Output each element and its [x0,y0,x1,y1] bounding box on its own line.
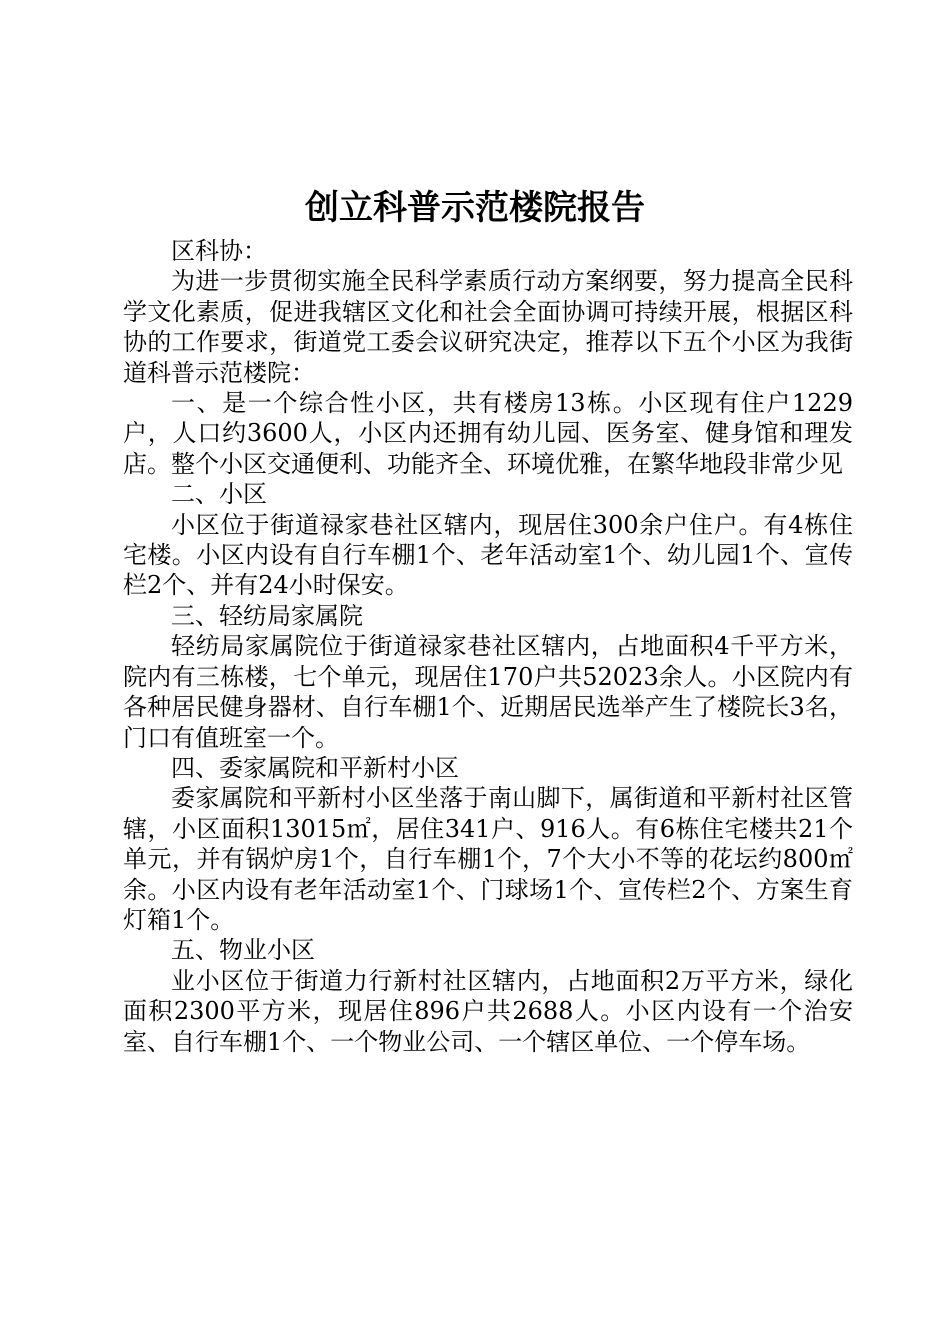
salutation: 区科协： [171,237,267,265]
section-3-heading: 三、轻纺局家属院 [171,601,363,630]
section-4-heading: 四、委家属院和平新村小区 [171,753,459,782]
document-title: 创立科普示范楼院报告 [305,188,645,228]
section-5-paragraph: 业小区位于街道力行新村社区辖内，占地面积2万平方米，绿化面积2300平方米，现居住896户共2688人。小区内设有一个治安室、自行车棚1个、一个物业公司、一个辖区单位、一个停车场。 [123,966,853,1056]
intro-paragraph: 为进一步贯彻实施全民科学素质行动方案纲要，努力提高全民科学文化素质，促进我辖区文化和社会全面协调可持续开展，根据区科协的工作要求，街道党工委会议研究决定，推荐以下五个小区为我街道科普示范楼院： [123,267,853,387]
section-2-paragraph: 小区位于街道禄家巷社区辖内，现居住300余户住户。有4栋住宅楼。小区内设有自行车棚1个、老年活动室1个、幼儿园1个、宣传栏2个、并有24小时保安。 [123,510,853,600]
section-2-heading: 二、小区 [171,480,267,509]
document-body [123,236,853,1057]
section-4-paragraph: 委家属院和平新村小区坐落于南山脚下，属街道和平新村社区管辖，小区面积13015㎡，居住341户、916人。有6栋住宅楼共21个单元，并有锅炉房1个，自行车棚1个，7个大小不等的花坛约800㎡余。小区内设有老年活动室1个、门球场1个、宣传栏2个、方案生育灯箱1个。 [123,784,853,934]
section-1-paragraph: 一、是一个综合性小区，共有楼房13栋。小区现有住户1229户，人口约3600人，小区内还拥有幼儿园、医务室、健身馆和理发店。整个小区交通便利、功能齐全、环境优雅，在繁华地段非常少见 [123,389,853,478]
section-5-heading: 五、物业小区 [171,936,315,965]
section-3-paragraph: 轻纺局家属院位于街道禄家巷社区辖内，占地面积4千平方米，院内有三栋楼，七个单元，现居住170户共52023余人。小区院内有各种居民健身器材、自行车棚1个、近期居民选举产生了楼院长3名，门口有值班室一个。 [123,632,853,752]
